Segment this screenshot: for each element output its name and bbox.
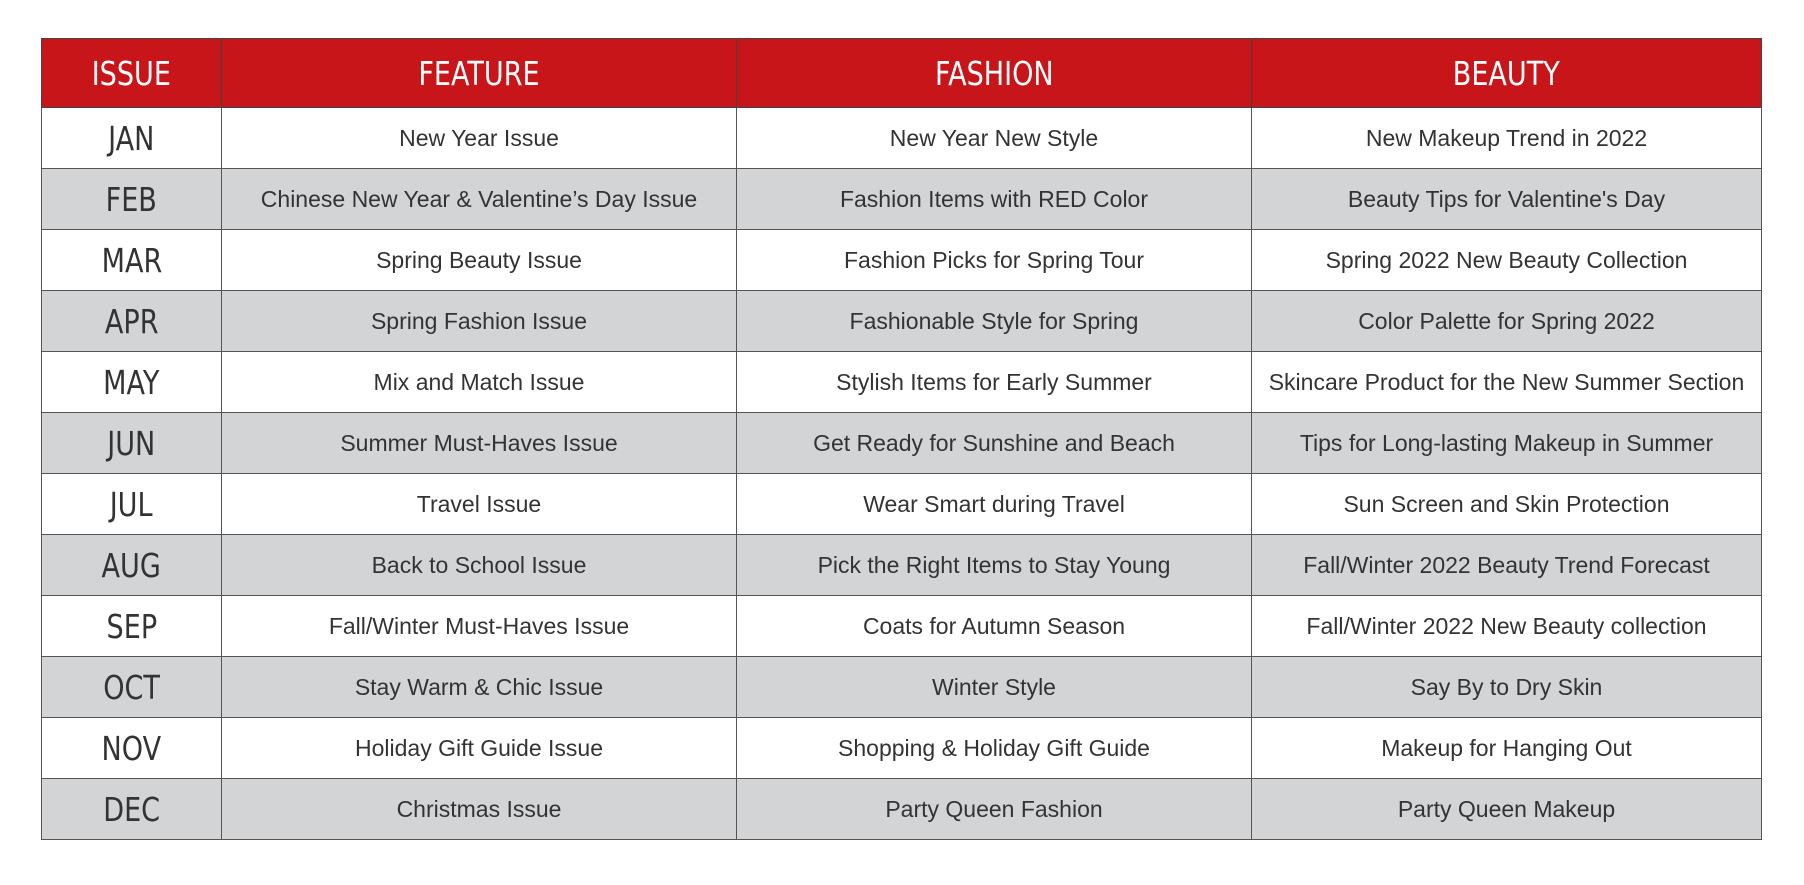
- beauty-cell: New Makeup Trend in 2022: [1252, 108, 1762, 169]
- issue-cell: FEB: [42, 169, 222, 230]
- fashion-cell: Coats for Autumn Season: [737, 596, 1252, 657]
- fashion-cell: Fashion Items with RED Color: [737, 169, 1252, 230]
- fashion-cell: Pick the Right Items to Stay Young: [737, 535, 1252, 596]
- fashion-cell: Wear Smart during Travel: [737, 474, 1252, 535]
- feature-cell: New Year Issue: [222, 108, 737, 169]
- beauty-cell: Spring 2022 New Beauty Collection: [1252, 230, 1762, 291]
- table-row: [42, 230, 1762, 291]
- feature-cell: Chinese New Year & Valentine’s Day Issue: [222, 169, 737, 230]
- beauty-cell: Beauty Tips for Valentine's Day: [1252, 169, 1762, 230]
- feature-cell: Christmas Issue: [222, 779, 737, 840]
- issue-cell: JUN: [42, 413, 222, 474]
- issue-cell: MAR: [42, 230, 222, 291]
- table-row: [42, 352, 1762, 413]
- feature-cell: Spring Beauty Issue: [222, 230, 737, 291]
- beauty-cell: Fall/Winter 2022 New Beauty collection: [1252, 596, 1762, 657]
- feature-cell: Spring Fashion Issue: [222, 291, 737, 352]
- beauty-cell: Makeup for Hanging Out: [1252, 718, 1762, 779]
- issue-cell: JUL: [42, 474, 222, 535]
- issue-cell: NOV: [42, 718, 222, 779]
- fashion-cell: Party Queen Fashion: [737, 779, 1252, 840]
- table-row: [42, 596, 1762, 657]
- feature-cell: Holiday Gift Guide Issue: [222, 718, 737, 779]
- beauty-cell: Tips for Long-lasting Makeup in Summer: [1252, 413, 1762, 474]
- header-fashion: FASHION: [737, 39, 1252, 108]
- issue-cell: SEP: [42, 596, 222, 657]
- feature-cell: Back to School Issue: [222, 535, 737, 596]
- table-row: [42, 169, 1762, 230]
- header-beauty: BEAUTY: [1252, 39, 1762, 108]
- table-row: [42, 474, 1762, 535]
- table-row: [42, 657, 1762, 718]
- header-feature: FEATURE: [222, 39, 737, 108]
- fashion-cell: Winter Style: [737, 657, 1252, 718]
- feature-cell: Fall/Winter Must-Haves Issue: [222, 596, 737, 657]
- table-row: [42, 718, 1762, 779]
- table-row: [42, 108, 1762, 169]
- feature-cell: Mix and Match Issue: [222, 352, 737, 413]
- issue-cell: JAN: [42, 108, 222, 169]
- beauty-cell: Say By to Dry Skin: [1252, 657, 1762, 718]
- beauty-cell: Sun Screen and Skin Protection: [1252, 474, 1762, 535]
- table-row: [42, 779, 1762, 840]
- issue-cell: AUG: [42, 535, 222, 596]
- fashion-cell: Get Ready for Sunshine and Beach: [737, 413, 1252, 474]
- feature-cell: Summer Must-Haves Issue: [222, 413, 737, 474]
- issue-cell: MAY: [42, 352, 222, 413]
- fashion-cell: Shopping & Holiday Gift Guide: [737, 718, 1252, 779]
- issue-cell: APR: [42, 291, 222, 352]
- table-row: [42, 413, 1762, 474]
- table-row: [42, 291, 1762, 352]
- editorial-calendar-table: [41, 38, 1762, 840]
- beauty-cell: Party Queen Makeup: [1252, 779, 1762, 840]
- editorial-calendar-table-wrapper: [41, 38, 1761, 840]
- table-header-row: [42, 39, 1762, 108]
- table-row: [42, 535, 1762, 596]
- issue-cell: DEC: [42, 779, 222, 840]
- issue-cell: OCT: [42, 657, 222, 718]
- feature-cell: Travel Issue: [222, 474, 737, 535]
- beauty-cell: Color Palette for Spring 2022: [1252, 291, 1762, 352]
- fashion-cell: Stylish Items for Early Summer: [737, 352, 1252, 413]
- feature-cell: Stay Warm & Chic Issue: [222, 657, 737, 718]
- beauty-cell: Fall/Winter 2022 Beauty Trend Forecast: [1252, 535, 1762, 596]
- beauty-cell: Skincare Product for the New Summer Section: [1252, 352, 1762, 413]
- fashion-cell: Fashionable Style for Spring: [737, 291, 1252, 352]
- fashion-cell: Fashion Picks for Spring Tour: [737, 230, 1252, 291]
- fashion-cell: New Year New Style: [737, 108, 1252, 169]
- header-issue: ISSUE: [42, 39, 222, 108]
